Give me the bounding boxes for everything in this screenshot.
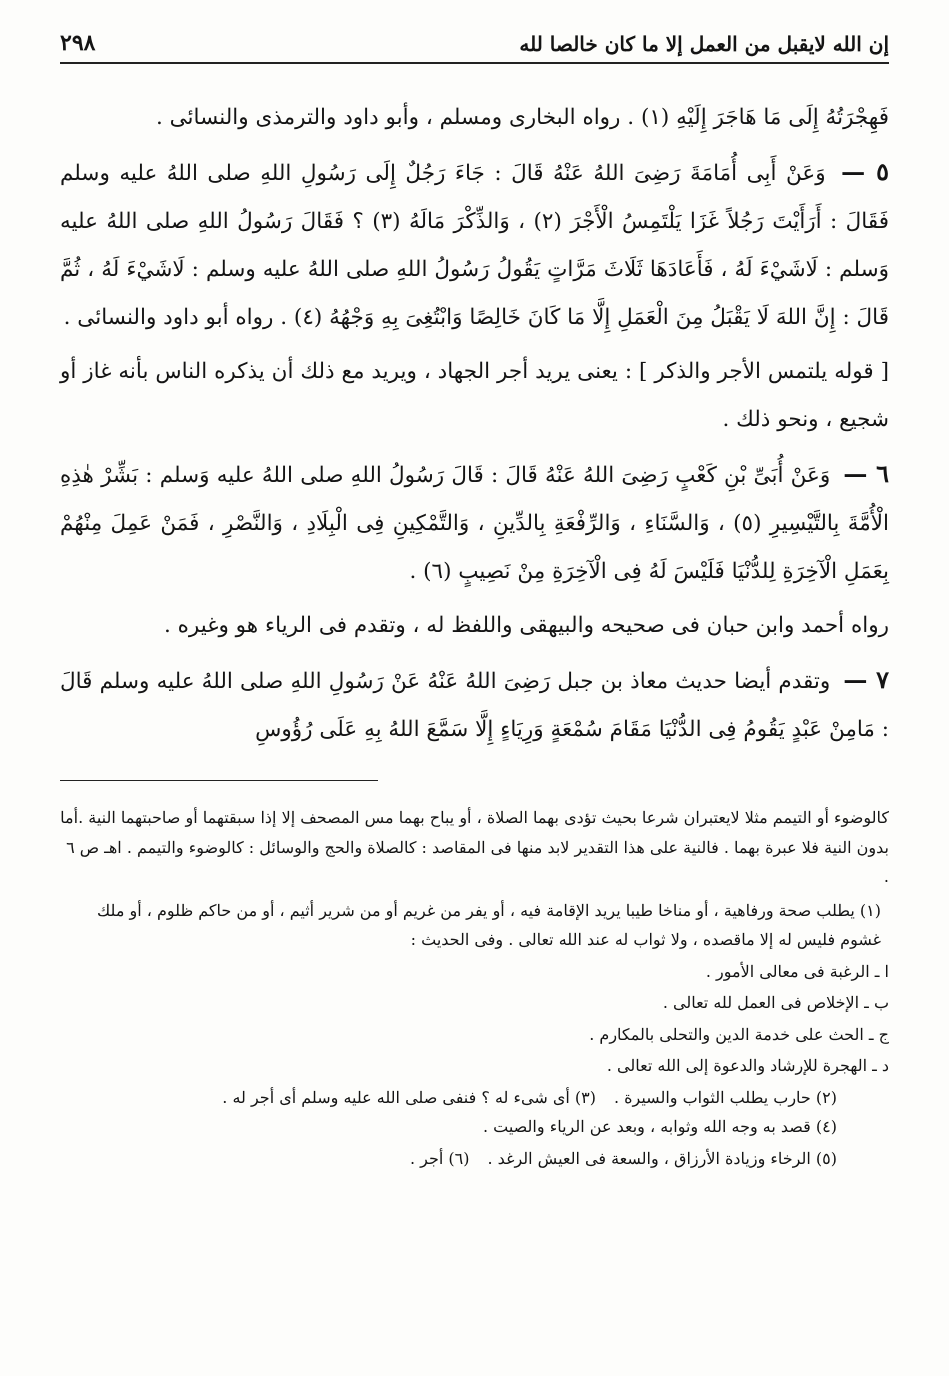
footnote-5: (٥) الرخاء وزيادة الأرزاق ، والسعة فى العيش الرغد . <box>487 1148 837 1168</box>
footnote-1-item: ب ـ الإخلاص فى العمل لله تعالى . <box>662 993 889 1012</box>
header-rule <box>60 62 889 64</box>
hadith-text: وتقدم أيضا حديث معاذ بن جبل رَضِىَ اللهُ عَنْهُ عَنْ رَسُولِ اللهِ صلى اللهُ عليه وسلم قَالَ : مَامِنْ عَبْدٍ يَقُومُ فِى الدُّنْيَا مَقَامَ سُمْعَةٍ وَرِيَاءٍ إِلَّا سَمَّعَ اللهُ بِهِ عَلَى رُؤُوسِ <box>60 669 889 742</box>
running-title: إن الله لايقبل من العمل إلا ما كان خالصا لله <box>519 32 889 56</box>
footnote-2: (٢) حارب يطلب الثواب والسيرة . <box>613 1087 837 1107</box>
page-header <box>60 14 889 56</box>
footnote-1-item: ج ـ الحث على خدمة الدين والتحلى بالمكارم . <box>589 1024 889 1044</box>
hadith-7 <box>60 656 889 754</box>
page-number: ٢٩٨ <box>60 30 96 56</box>
hadith-6 <box>60 450 889 596</box>
footnote-row <box>60 1144 889 1174</box>
explanatory-note: [ قوله يلتمس الأجر والذكر ] : يعنى يريد أجر الجهاد ، ويريد مع ذلك أن يذكره الناس بأنه غاز أو شجيع ، ونحو ذلك . <box>60 359 889 432</box>
footnote-carryover: كالوضوء أو التيمم مثلا لايعتبران شرعا بحيث تؤدى بهما الصلاة ، أو يباح بهما مس المصحف إلا إذا سبقتهما أو صاحبتهما النية .أما بدون النية فلا عبرة بهما . فالنية على هذا التقدير لابد منها فى المقاصد : كالصلاة والحج والوسائل : كالوضوء والتيمم . اهـ ص ٦ . <box>60 808 889 886</box>
hadith-number: ٥ — <box>841 157 889 186</box>
footnote-separator <box>60 780 378 781</box>
hadith-number: ٧ — <box>843 665 889 694</box>
footnote-3: (٣) أى شىء له ؟ فنفى صلى الله عليه وسلم أى أجر له . <box>222 1087 596 1107</box>
paragraph-continuation: فَهِجْرَتُهُ إِلَى مَا هَاجَرَ إِلَيْهِ (١) . رواه البخارى ومسلم ، وأبو داود والترمذى والنسائى . <box>155 105 889 130</box>
footnote-row <box>60 1083 889 1113</box>
footnote-1-item: د ـ الهجرة للإرشاد والدعوة إلى الله تعالى . <box>606 1056 889 1075</box>
footnotes <box>60 803 889 1173</box>
footnote-6: (٦) أجر . <box>409 1148 470 1168</box>
hadith-source: رواه أحمد وابن حبان فى صحيحه والبيهقى واللفظ له ، وتقدم فى الرياء هو وغيره . <box>163 613 889 638</box>
hadith-text: وَعَنْ أُبَىِّ بْنِ كَعْبٍ رَضِىَ اللهُ عَنْهُ قَالَ : قَالَ رَسُولُ اللهِ صلى اللهُ عليه وَسلم : بَشِّرْ هٰذِهِ الْأُمَّةَ بِالتَّيْسِيرِ (٥) ، وَالسَّنَاءِ ، وَالرِّفْعَةِ بِالدِّينِ ، وَالتَّمْكِينِ فِى الْبِلَادِ ، وَالنَّصْرِ ، فَمَنْ عَمِلَ مِنْهُمْ بِعَمَلِ الْآخِرَةِ لِلدُّنْيَا فَلَيْسَ لَهُ فِى الْآخِرَةِ مِنْ نَصِيبٍ (٦) . <box>60 463 889 584</box>
footnote-4: (٤) قصد به وجه الله وثوابه ، وبعد عن الرياء والصيت . <box>482 1117 837 1136</box>
footnote-1: (١) يطلب صحة ورفاهية ، أو مناخا طيبا يريد الإقامة فيه ، أو يفر من غريم أو من شرير أثيم ، أو من حاكم ظلوم ، أو ملك غشوم فليس له إلا ماقصده ، ولا ثواب له عند الله تعالى . وفى الحديث : <box>97 900 881 949</box>
main-text <box>60 94 889 754</box>
hadith-5 <box>60 148 889 342</box>
hadith-number: ٦ — <box>843 459 889 488</box>
footnote-1-item: ا ـ الرغبة فى معالى الأمور . <box>705 961 889 981</box>
hadith-text: وَعَنْ أَبِى أُمَامَةَ رَضِىَ اللهُ عَنْهُ قَالَ : جَاءَ رَجُلٌ إِلَى رَسُولِ اللهِ صلى اللهُ عليه وسلم فَقَالَ : أَرَأَيْتَ رَجُلاً غَزَا يَلْتَمِسُ الْأَجْرَ (٢) ، وَالذِّكْرَ مَالَهُ (٣) ؟ فَقَالَ رَسُولُ اللهِ صلى اللهُ عليه وَسلم : لَاشَيْءَ لَهُ ، فَأَعَادَهَا ثَلَاثَ مَرَّاتٍ يَقُولُ رَسُولُ اللهِ صلى اللهُ عليه وسلم : لَاشَيْءَ لَهُ ، ثُمَّ قَالَ : إِنَّ اللهَ لَا يَقْبَلُ مِنَ الْعَمَلِ إِلَّا مَا كَانَ خَالِصًا وَابْتُغِىَ بِهِ وَجْهُهُ (٤) . رواه أبو داود والنسائى . <box>60 161 890 330</box>
